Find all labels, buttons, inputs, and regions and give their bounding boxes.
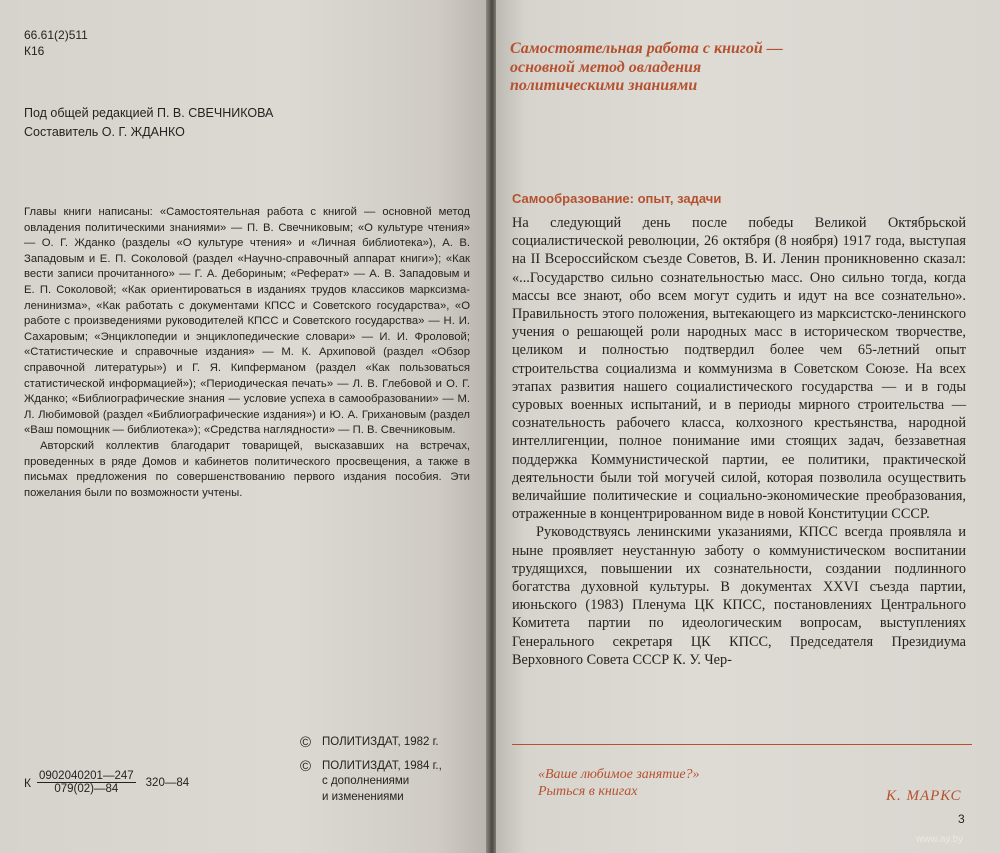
bbk-code: 66.61(2)511 xyxy=(24,28,88,42)
index-code: 320—84 xyxy=(145,776,190,789)
publication-index xyxy=(24,770,189,795)
copyright-1984-line2: с дополнениями xyxy=(322,775,410,787)
copyright-icon: © xyxy=(300,757,312,775)
bbk-block xyxy=(24,27,88,59)
watermark: www.ay.by xyxy=(916,834,964,845)
body-text xyxy=(512,214,966,669)
epigraph-question: «Ваше любимое занятие?» xyxy=(538,767,700,782)
copyright-1984-line1: ПОЛИТИЗДАТ, 1984 г., xyxy=(322,759,442,772)
index-numerator: 0902040201—247 xyxy=(39,770,134,782)
epigraph-author: К. МАРКС xyxy=(886,788,962,804)
chapter-title-line: политическими знаниями xyxy=(510,77,698,94)
chapter-title-line: основной метод овладения xyxy=(510,58,702,76)
body-paragraph-2: Руководствуясь ленинскими указаниями, КПСС всегда проявляла и ныне проявляет неустанную заботу о коммунистическом воспитании трудящихся, повышении их сознательности, создании подлинного богатства духовной культуры. В документах XXVI съезда партии, июньского (1983) Пленума ЦК КПСС, постановлениях Центрального Комитета партии по идеологическим вопросам, выступлениях Генерального секретаря ЦК КПСС, Председателя Президиума Верховного Совета СССР К. У. Чер- xyxy=(512,524,966,668)
editor-line: Под общей редакцией П. В. СВЕЧНИКОВА xyxy=(24,106,274,120)
chapter-title xyxy=(510,40,960,96)
right-page xyxy=(496,0,1000,853)
chapter-authors-paragraph: Главы книги написаны: «Самостоятельная работа с книгой — основной метод овладения политическими знаниями» — П. В. Свечниковым; «О культуре чтения» — О. Г. Жданко (разделы «О культуре чтения» и «Личная библиотека»), А. В. Западовым и Е. П. Соколовой (раздел «Научно-справочный аппарат книги»); «Как вести записи прочитанного» — Г. А. Дебориным; «Реферат» — А. В. Западовым и Е. П. Соколовой; «Как ориентироваться в изданиях трудов классиков марксизма-ленинизма», «Как работать с документами КПСС и Советского государства», «О работе с произведениями руководителей КПСС и Советского государства» — Н. И. Сахаровым; «Энциклопедии и энциклопедические словари» — И. И. Фроловой; «Статистические и справочные издания» — М. К. Архиповой (раздел «Обзор справочной литературы») и Г. Я. Кипферманом (раздел «Как пользоваться статистической информацией»); «Периодическая печать» — Л. В. Глебовой и О. Г. Жданко; «Библиографические знания — условие успеха в самообразовании» — М. Л. Любимовой (раздел «Библиографические издания») и Ю. А. Грихановым (раздел «Ваш помощник — библиотека»); «Средства наглядности» — П. В. Свечниковым. xyxy=(24,206,470,437)
index-letter: К xyxy=(24,775,31,790)
copyright-1982 xyxy=(300,735,442,751)
chapter-authors-block xyxy=(24,205,470,501)
copyright-1984 xyxy=(300,759,442,806)
chapter-title-line: Самостоятельная работа с книгой — xyxy=(510,40,783,57)
author-mark: К16 xyxy=(24,44,45,58)
divider-rule xyxy=(512,744,972,745)
index-fraction xyxy=(37,770,136,795)
body-paragraph-1: На следующий день после победы Великой Октябрьской социалистической революции, 26 октября (8 ноября) 1917 года, выступая на II Всероссийском съезде Советов, В. И. Ленин проникновенно сказал: «...Государство сильно сознательностью масс. Оно сильно тогда, когда массы все знают, обо всем могут судить и идут на все сознательно». Правильность этого положения, вытекающего из марксистско-ленинского учения о решающей роли народных масс в историческом творчестве, целиком и полностью подтвердил более чем 65-летний опыт строительства социализма и коммунизма в Советском Союзе. На всех этапах развития нашего социалистического государства — и в годы суровых военных испытаний, и в периоды мирного строительства — сознательность рабочего класса, колхозного крестьянства, народной интеллигенции, полное понимание ими стоящих задач, беззаветная поддержка Коммунистической партии, ее политики, практической деятельности были той могучей силой, которая позволила осуществить величайшие политические и социально-экономические преобразования, отраженные в концентрированном виде в новой Конституции СССР. xyxy=(512,215,966,523)
epigraph xyxy=(538,766,700,800)
acknowledgement-paragraph: Авторский коллектив благодарит товарищей, высказавших на встречах, проведенных в ряде Домов и кабинетов политического просвещения, а также в письмах предложения по совершенствованию первого издания пособия. Эти пожелания были по возможности учтены. xyxy=(24,439,470,499)
copyright-1984-line3: и изменениями xyxy=(322,790,404,803)
left-page xyxy=(0,0,488,853)
section-heading: Самообразование: опыт, задачи xyxy=(512,191,722,206)
editor-block xyxy=(24,104,273,142)
copyright-1982-text: ПОЛИТИЗДАТ, 1982 г. xyxy=(322,736,439,748)
page-number: 3 xyxy=(958,812,965,826)
copyright-block xyxy=(300,735,442,805)
compiler-line: Составитель О. Г. ЖДАНКО xyxy=(24,125,185,139)
epigraph-answer: Рыться в книгах xyxy=(538,784,638,799)
index-denominator: 079(02)—84 xyxy=(54,783,119,795)
copyright-icon: © xyxy=(300,734,312,751)
